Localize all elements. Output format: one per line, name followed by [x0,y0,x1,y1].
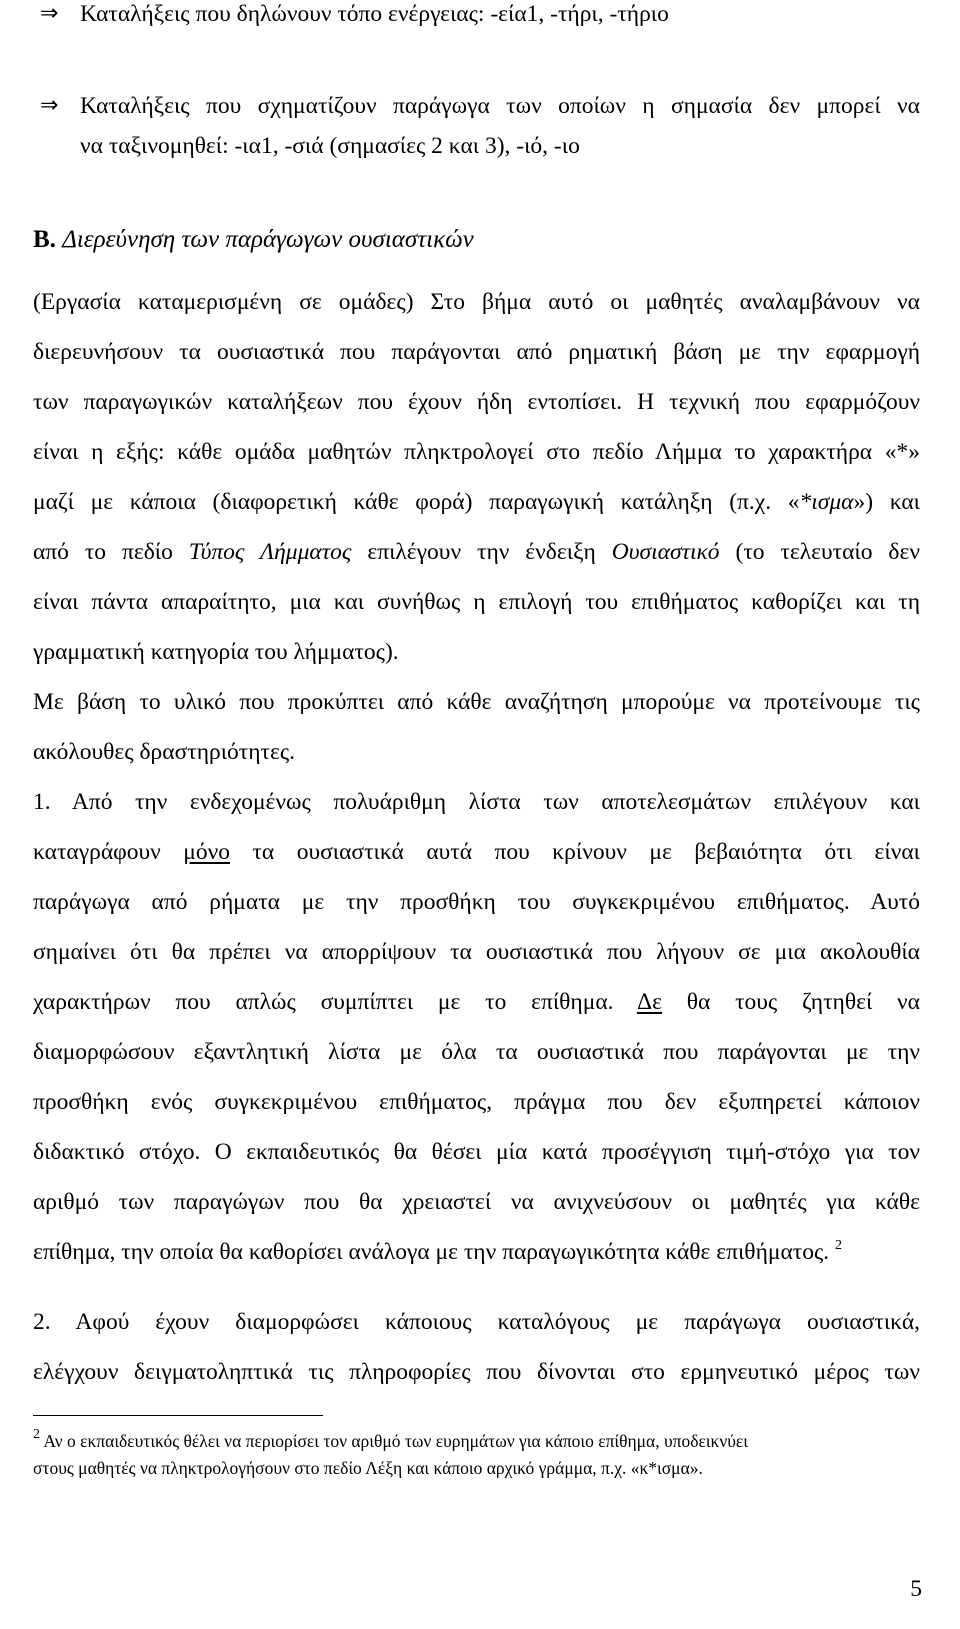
page-number: 5 [910,1576,922,1602]
footnote-line-2: στους μαθητές να πληκτρολογήσουν στο πεδίο Λέξη και κάποιο αρχικό γράμμα, π.χ. «κ*ισμα». [33,1458,703,1478]
para2-line-1: Με βάση το υλικό που προκύπτει από κάθε αναζήτηση μπορούμε να προτείνουμε τις [33,689,920,715]
text: επίθημα, την οποία θα καθορίσει ανάλογα με την παραγωγικότητα κάθε επιθήματος. [33,1239,830,1265]
arrow-right-icon: ⇒ [40,1,59,26]
para1-line-4: είναι η εξής: κάθε ομάδα μαθητών πληκτρολογεί στο πεδίο Λήμμα το χαρακτήρα «*» [33,439,920,465]
text: χαρακτήρων που απλώς συμπίπτει με το επίθημα. [33,989,637,1015]
item2-line-1: 2. Αφού έχουν διαμορφώσει κάποιους καταλόγους με παράγωγα ουσιαστικά, [33,1309,920,1335]
text: ») και [853,489,920,515]
text-underlined: μόνο [183,839,230,865]
item1-line-6: διαμορφώσουν εξαντλητική λίστα με όλα τα ουσιαστικά που παράγονται με την [33,1039,920,1065]
para2-line-2: ακόλουθες δραστηριότητες. [33,739,296,765]
para1-line-3: των παραγωγικών καταλήξεων που έχουν ήδη εντοπίσει. Η τεχνική που εφαρμόζουν [33,389,920,415]
footnote-number: 2 [33,1427,40,1442]
footnote-line-1 [33,1427,920,1452]
text: τα ουσιαστικά αυτά που κρίνουν με βεβαιότητα ότι είναι [229,839,920,865]
item1-line-4: σημαίνει ότι θα πρέπει να απορρίψουν τα ουσιαστικά που λήγουν σε μια ακολουθία [33,939,920,965]
text: (το τελευταίο δεν [719,539,920,565]
para1-line-2: διερευνήσουν τα ουσιαστικά που παράγονται από ρηματική βάση με την εφαρμογή [33,339,920,365]
footnote-ref: 2 [835,1238,843,1253]
text: από το πεδίο [33,539,189,565]
text: θα τους ζητηθεί να [661,989,920,1015]
section-letter: Β. [33,226,56,253]
text: επιλέγουν την ένδειξη [351,539,612,565]
para1-line-7: είναι πάντα απαραίτητο, μια και συνήθως η επιλογή του επιθήματος καθορίζει και τη [33,589,920,615]
para1-line-8: γραμματική κατηγορία του λήμματος). [33,639,399,665]
text-italic: Τύπος Λήμματος [188,539,352,565]
item1-line-8: διδακτικό στόχο. Ο εκπαιδευτικός θα θέσει μία κατά προσέγγιση τιμή-στόχο για τον [33,1139,920,1165]
para1-line-5 [33,488,920,516]
para1-line-6 [33,538,920,566]
bullet-2-line-1: Καταλήξεις που σχηματίζουν παράγωγα των οποίων η σημασία δεν μπορεί να [80,93,920,119]
item1-line-9: αριθμό των παραγώγων που θα χρειαστεί να ανιχνεύσουν οι μαθητές για κάθε [33,1189,920,1215]
text: καταγράφουν [33,839,184,865]
section-heading [33,226,474,254]
text-italic: *ισμα [799,489,854,515]
item2-line-2: ελέγχουν δειγματοληπτικά τις πληροφορίες που δίνονται στο ερμηνευτικό μέρος των [33,1359,920,1385]
item1-line-10 [33,1238,920,1266]
bullet-2-line-2: να ταξινομηθεί: -ια1, -σιά (σημασίες 2 και 3), -ιό, -ιο [80,133,580,159]
section-title: Διερεύνηση των παράγωγων ουσιαστικών [62,226,474,253]
para1-line-1: (Εργασία καταμερισμένη σε ομάδες) Στο βήμα αυτό οι μαθητές αναλαμβάνουν να [33,289,920,315]
text-italic: Ουσιαστικό [611,539,720,565]
arrow-right-icon: ⇒ [40,93,59,118]
item1-line-3: παράγωγα από ρήματα με την προσθήκη του συγκεκριμένου επιθήματος. Αυτό [33,889,920,915]
item1-line-1: 1. Από την ενδεχομένως πολυάριθμη λίστα των αποτελεσμάτων επιλέγουν και [33,789,920,815]
text-underlined: Δε [637,989,662,1015]
text: Αν ο εκπαιδευτικός θέλει να περιορίσει τον αριθμό των ευρημάτων για κάποιο επίθημα, υποδεικνύει [40,1431,748,1451]
item1-line-2 [33,838,920,866]
bullet-1: Καταλήξεις που δηλώνουν τόπο ενέργειας: -εία1, -τήρι, -τήριο [80,1,669,27]
text: μαζί με κάποια (διαφορετική κάθε φορά) παραγωγική κατάληξη (π.χ. « [33,489,800,515]
item1-line-5 [33,988,920,1016]
footnote-separator [33,1415,323,1416]
item1-line-7: προσθήκη ενός συγκεκριμένου επιθήματος, πράγμα που δεν εξυπηρετεί κάποιον [33,1089,920,1115]
